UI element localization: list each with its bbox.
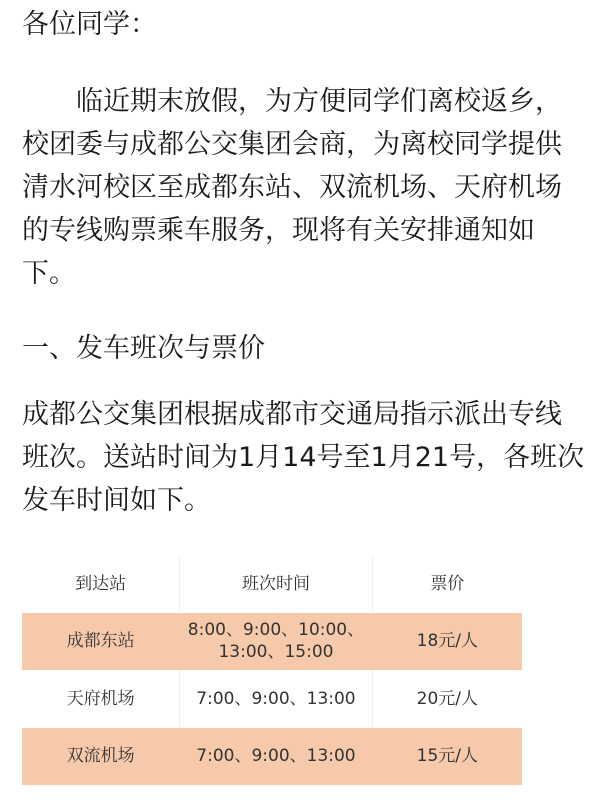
price-cell: 20元/人 <box>372 670 522 728</box>
section-heading: 一、发车班次与票价 <box>22 333 265 364</box>
greeting: 各位同学： <box>22 9 157 40</box>
station-cell: 天府机场 <box>66 688 135 709</box>
header-station: 到达站 <box>75 573 127 594</box>
times-cell: 7:00、9:00、13:00 <box>180 728 372 786</box>
header-price: 票价 <box>372 555 522 613</box>
times-cell: 7:00、9:00、13:00 <box>180 670 372 728</box>
section-text-line: 成都公交集团根据成都市交通局指示派出专线 <box>22 399 562 430</box>
station-cell: 成都东站 <box>66 631 135 652</box>
section-text-line: 班次。送站时间为1月14号至1月21号，各班次 <box>22 442 585 473</box>
header-times: 班次时间 <box>180 555 372 613</box>
price-cell: 18元/人 <box>372 613 522 671</box>
times-line: 13:00、15:00 <box>218 642 334 663</box>
intro-line: 校团委与成都公交集团会商，为离校同学提供 <box>22 129 562 160</box>
intro-line: 的专线购票乘车服务，现将有关安排通知如 <box>22 215 535 246</box>
times-cell <box>180 613 372 671</box>
table-row <box>22 728 522 786</box>
station-cell: 双流机场 <box>66 746 135 767</box>
intro-line: 清水河校区至成都东站、双流机场、天府机场 <box>22 172 562 203</box>
intro-line: 临近期末放假，为方便同学们离校返乡， <box>76 86 562 117</box>
times-line: 8:00、9:00、10:00、 <box>187 620 365 641</box>
table-header-row <box>22 555 522 613</box>
schedule-table <box>22 555 522 785</box>
table-row <box>22 670 522 728</box>
price-cell: 15元/人 <box>372 728 522 786</box>
table-row <box>22 613 522 671</box>
section-text-line: 发车时间如下。 <box>22 485 211 516</box>
intro-line: 下。 <box>22 258 76 289</box>
